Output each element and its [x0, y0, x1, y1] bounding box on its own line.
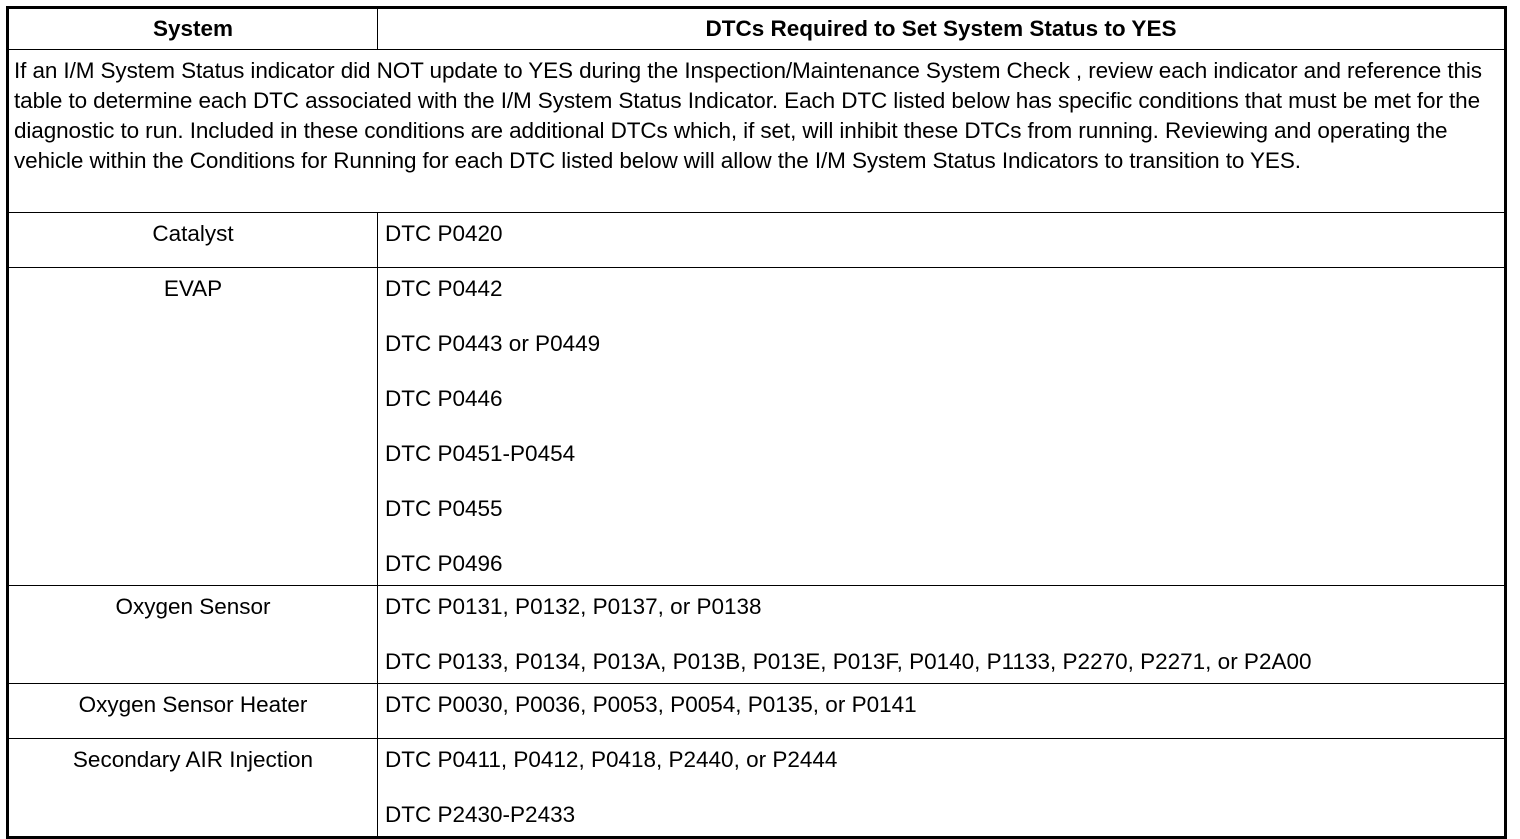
dtc-entry: DTC P0496	[385, 551, 503, 576]
table-row	[8, 684, 1506, 739]
table-row	[8, 586, 1506, 684]
table-row	[8, 213, 1506, 268]
dtc-list	[378, 268, 1506, 586]
system-name: Secondary AIR Injection	[8, 739, 378, 838]
dtc-list	[378, 739, 1506, 838]
column-header-dtcs: DTCs Required to Set System Status to YES	[378, 8, 1506, 50]
dtc-entry: DTC P0420	[385, 221, 503, 246]
dtc-entry: DTC P0131, P0132, P0137, or P0138	[385, 594, 762, 619]
system-name: Catalyst	[8, 213, 378, 268]
dtc-entry: DTC P0443 or P0449	[385, 331, 601, 356]
dtc-entry: DTC P0030, P0036, P0053, P0054, P0135, or P0141	[385, 692, 917, 717]
table-row	[8, 739, 1506, 838]
dtc-list	[378, 213, 1506, 268]
column-header-system: System	[8, 8, 378, 50]
system-name: Oxygen Sensor Heater	[8, 684, 378, 739]
intro-row	[8, 50, 1506, 213]
intro-text: If an I/M System Status indicator did NOT update to YES during the Inspection/Maintenance System Check , review each indicator and reference this table to determine each DTC associated with the I/M System Status Indicator. Each DTC listed below has specific conditions that must be met for the diagnostic to run. Included in these conditions are additional DTCs which, if set, will inhibit these DTCs from running. Reviewing and operating the vehicle within the Conditions for Running for each DTC listed below will allow the I/M System Status Indicators to transition to YES.	[8, 50, 1506, 213]
dtc-entry: DTC P0411, P0412, P0418, P2440, or P2444	[385, 747, 838, 772]
dtc-entry: DTC P0133, P0134, P013A, P013B, P013E, P013F, P0140, P1133, P2270, P2271, or P2A00	[385, 649, 1312, 674]
dtc-entry: DTC P0455	[385, 496, 503, 521]
dtc-system-status-table	[6, 6, 1507, 839]
system-name: Oxygen Sensor	[8, 586, 378, 684]
dtc-entry: DTC P2430-P2433	[385, 802, 576, 827]
dtc-entry: DTC P0451-P0454	[385, 441, 576, 466]
table-row	[8, 268, 1506, 586]
system-name: EVAP	[8, 268, 378, 586]
dtc-list	[378, 586, 1506, 684]
dtc-entry: DTC P0442	[385, 276, 503, 301]
dtc-list	[378, 684, 1506, 739]
dtc-entry: DTC P0446	[385, 386, 503, 411]
table-header-row	[8, 8, 1506, 50]
